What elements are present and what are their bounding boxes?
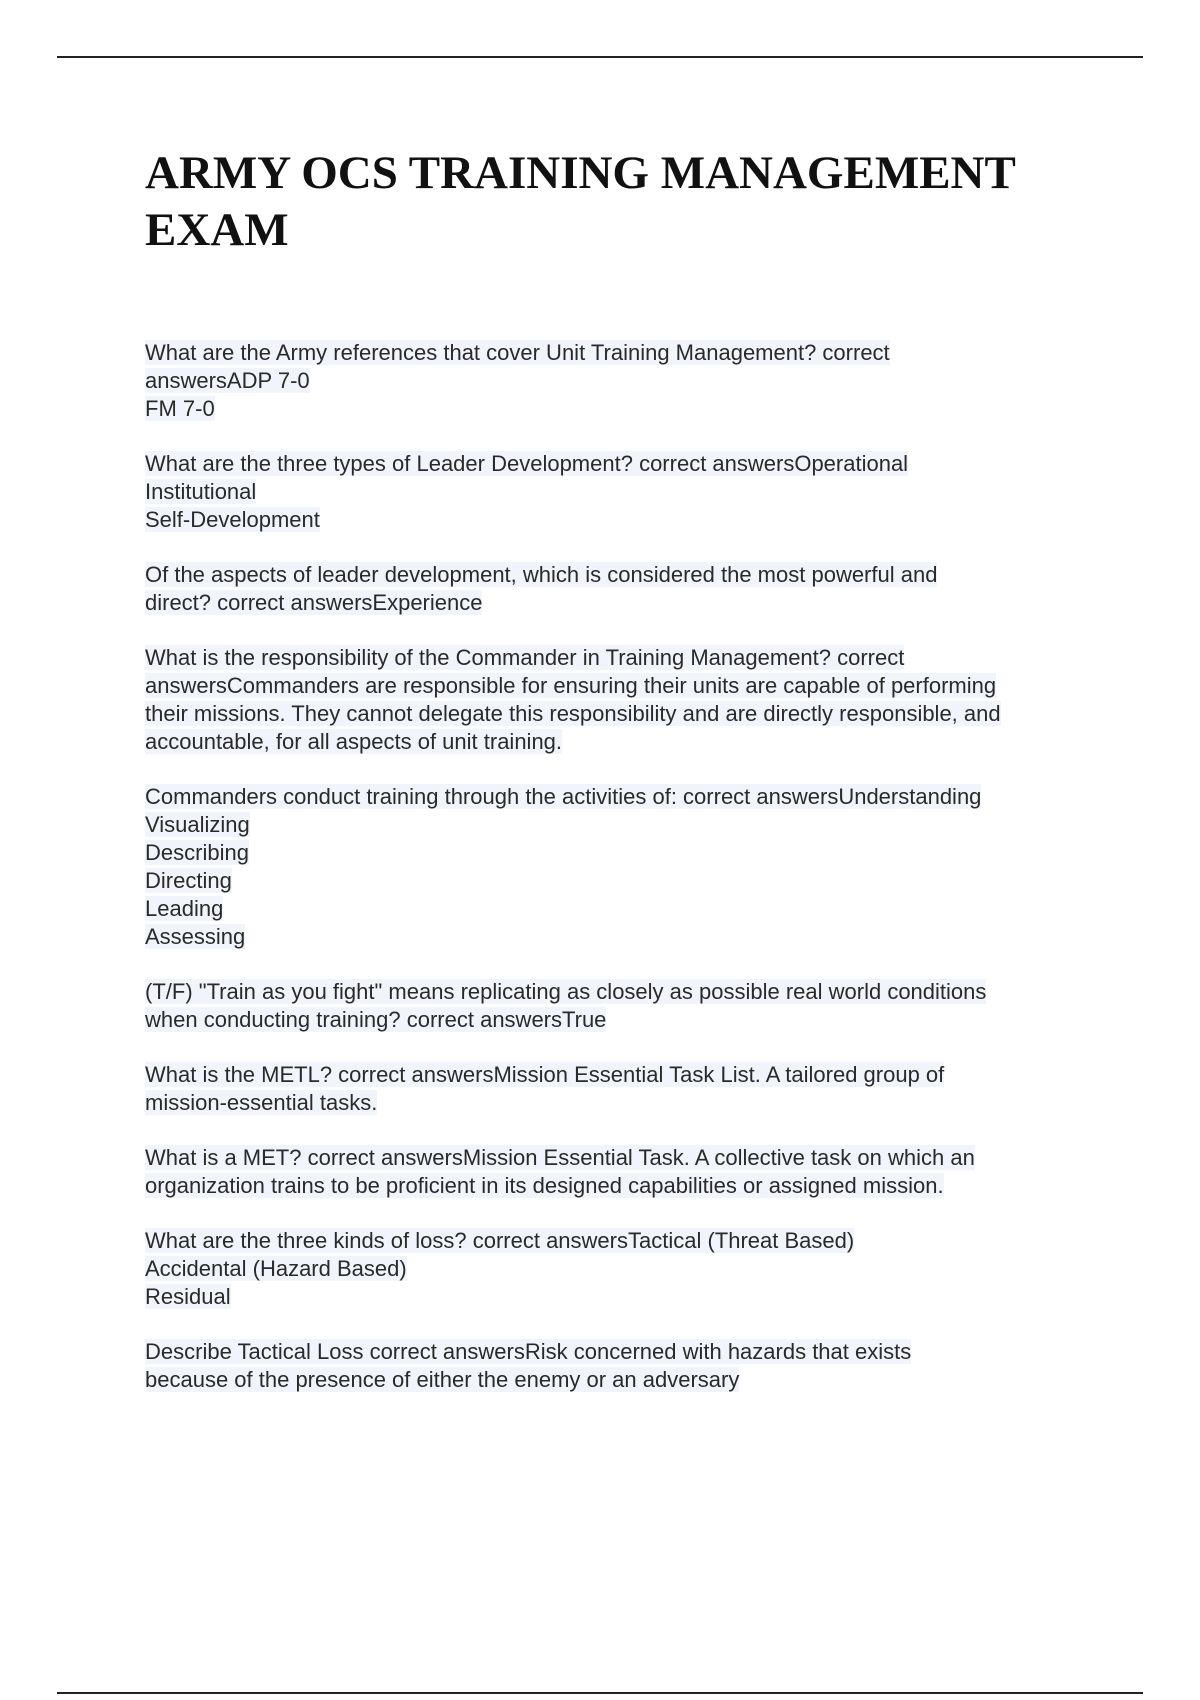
top-rule: [57, 56, 1143, 58]
qa-item: [145, 1227, 1105, 1311]
qa-line-text: What are the Army references that cover Unit Training Management? correct: [145, 340, 890, 365]
qa-line: [145, 1255, 1105, 1283]
qa-line: [145, 978, 1105, 1006]
qa-item: [145, 1338, 1105, 1394]
qa-line: [145, 478, 1105, 506]
page-title: [145, 145, 1105, 259]
qa-line-text: Describe Tactical Loss correct answersRisk concerned with hazards that exists: [145, 1339, 912, 1364]
qa-line: [145, 644, 1105, 672]
qa-line-text: mission-essential tasks.: [145, 1090, 378, 1115]
title-line: EXAM: [145, 204, 289, 256]
qa-line-text: What is a MET? correct answersMission Essential Task. A collective task on which an: [145, 1145, 975, 1170]
qa-line-text: Describing: [145, 840, 249, 865]
qa-line-text: answersADP 7-0: [145, 368, 310, 393]
qa-line-text: Of the aspects of leader development, which is considered the most powerful and: [145, 562, 938, 587]
qa-line-text: Assessing: [145, 924, 246, 949]
qa-item: [145, 561, 1105, 617]
qa-line: [145, 367, 1105, 395]
qa-item: [145, 1061, 1105, 1117]
qa-line: [145, 728, 1105, 756]
qa-line: [145, 923, 1105, 951]
qa-line: [145, 672, 1105, 700]
qa-line-text: because of the presence of either the enemy or an adversary: [145, 1367, 740, 1392]
qa-line: [145, 450, 1105, 478]
qa-line: [145, 895, 1105, 923]
qa-line: [145, 700, 1105, 728]
qa-line-text: Visualizing: [145, 812, 250, 837]
qa-line: [145, 1144, 1105, 1172]
qa-line: [145, 339, 1105, 367]
qa-line: [145, 395, 1105, 423]
qa-line-text: Residual: [145, 1284, 231, 1309]
qa-line: [145, 561, 1105, 589]
qa-line: [145, 839, 1105, 867]
qa-line-text: Self-Development: [145, 507, 320, 532]
qa-line-text: Commanders conduct training through the activities of: correct answersUnderstanding: [145, 784, 982, 809]
qa-item: [145, 1144, 1105, 1200]
qa-line: [145, 506, 1105, 534]
qa-item: [145, 644, 1105, 756]
qa-line-text: FM 7-0: [145, 396, 215, 421]
qa-line: [145, 1006, 1105, 1034]
qa-line: [145, 1061, 1105, 1089]
question-answer-list: [145, 339, 1105, 1421]
qa-line-text: Leading: [145, 896, 224, 921]
qa-item: [145, 450, 1105, 534]
qa-line-text: What is the METL? correct answersMission Essential Task List. A tailored group of: [145, 1062, 945, 1087]
qa-line-text: (T/F) "Train as you fight" means replicating as closely as possible real world conditions: [145, 979, 987, 1004]
qa-line-text: What are the three types of Leader Development? correct answersOperational: [145, 451, 909, 476]
qa-line: [145, 783, 1105, 811]
qa-line-text: Institutional: [145, 479, 257, 504]
qa-line: [145, 1366, 1105, 1394]
title-line: ARMY OCS TRAINING MANAGEMENT: [145, 147, 1016, 199]
qa-item: [145, 978, 1105, 1034]
qa-line-text: organization trains to be proficient in its designed capabilities or assigned mission.: [145, 1173, 944, 1198]
qa-line: [145, 589, 1105, 617]
qa-line-text: What is the responsibility of the Commander in Training Management? correct: [145, 645, 905, 670]
qa-line: [145, 1172, 1105, 1200]
qa-line: [145, 811, 1105, 839]
qa-line: [145, 1227, 1105, 1255]
qa-line: [145, 1089, 1105, 1117]
qa-line-text: accountable, for all aspects of unit training.: [145, 729, 563, 754]
qa-line-text: Accidental (Hazard Based): [145, 1256, 407, 1281]
qa-line: [145, 1283, 1105, 1311]
qa-line: [145, 1338, 1105, 1366]
qa-line-text: Directing: [145, 868, 232, 893]
qa-line-text: when conducting training? correct answersTrue: [145, 1007, 607, 1032]
qa-line-text: answersCommanders are responsible for ensuring their units are capable of performing: [145, 673, 997, 698]
qa-line-text: What are the three kinds of loss? correct answersTactical (Threat Based): [145, 1228, 855, 1253]
qa-item: [145, 783, 1105, 951]
bottom-rule: [57, 1692, 1143, 1694]
qa-line-text: direct? correct answersExperience: [145, 590, 483, 615]
qa-line: [145, 867, 1105, 895]
qa-line-text: their missions. They cannot delegate this responsibility and are directly responsible, and: [145, 701, 1001, 726]
qa-item: [145, 339, 1105, 423]
